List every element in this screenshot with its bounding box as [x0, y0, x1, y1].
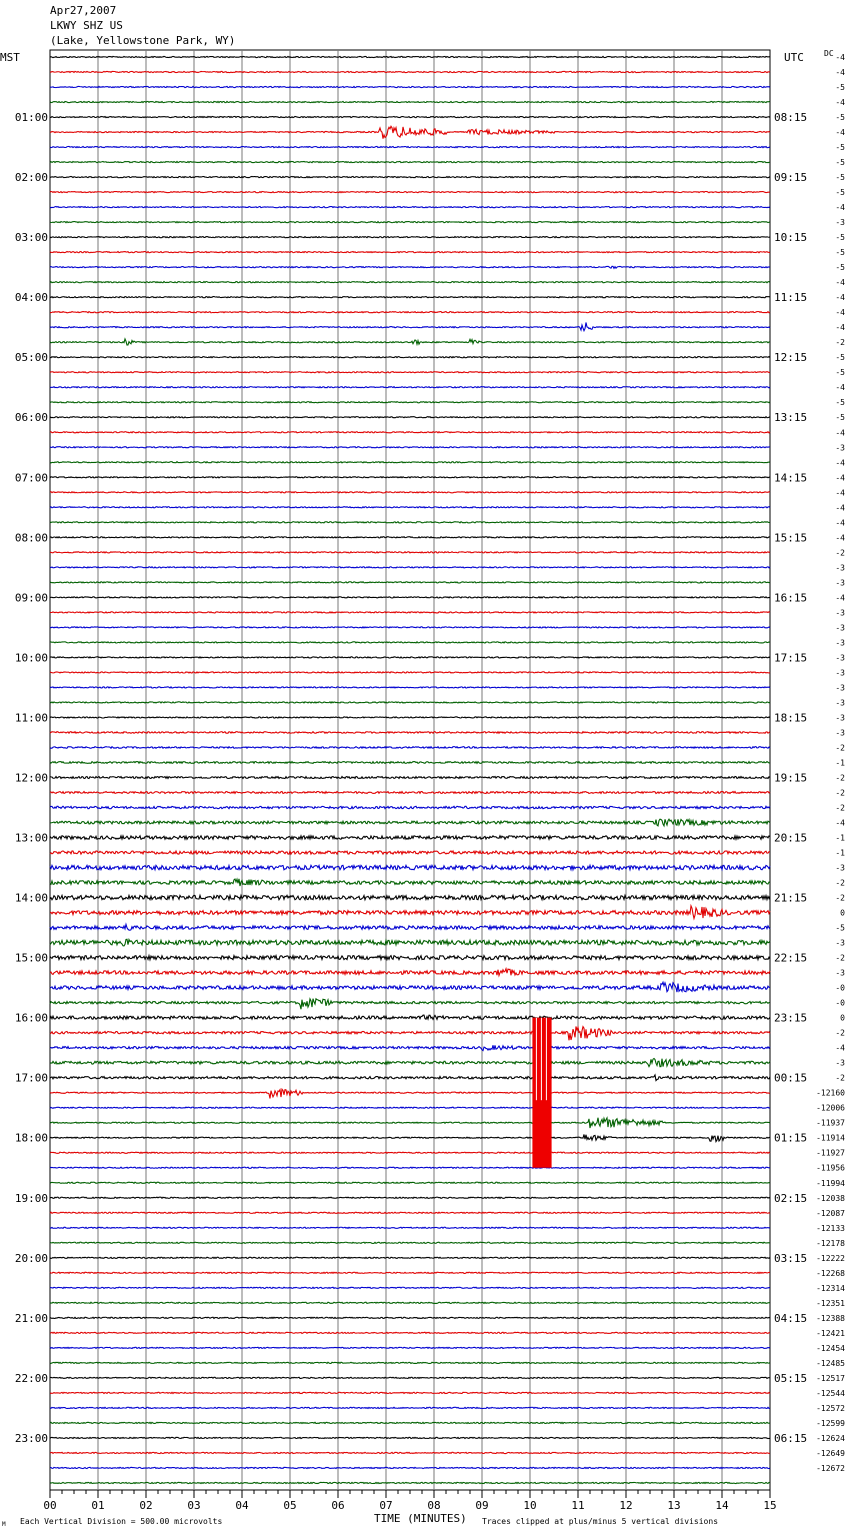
dc-offset-label: -12454	[816, 1343, 845, 1353]
dc-offset-label: -2	[835, 803, 845, 813]
dc-offset-label: -12649	[816, 1448, 845, 1458]
right-hour-label: 03:15	[774, 1251, 808, 1265]
dc-offset-label: -12517	[816, 1373, 845, 1383]
trace-line	[50, 432, 770, 433]
dc-offset-label: -5	[835, 158, 845, 168]
trace-line	[50, 776, 770, 778]
trace-line	[50, 762, 770, 764]
right-hour-label: 13:15	[774, 411, 808, 425]
dc-offset-label: -5	[835, 368, 845, 378]
dc-offset-label: -3	[835, 683, 845, 693]
right-hour-label: 16:15	[774, 591, 808, 605]
trace-line	[50, 1045, 770, 1050]
dc-offset-label: -5	[835, 248, 845, 258]
trace-line	[50, 879, 770, 886]
dc-offset-label: -2	[835, 878, 845, 888]
trace-line	[50, 687, 770, 688]
dc-offset-label: -4	[835, 533, 845, 543]
trace-line	[50, 1302, 770, 1303]
trace-line	[50, 462, 770, 463]
trace-line	[50, 237, 770, 238]
trace-line	[50, 1107, 770, 1108]
x-tick-label: 11	[571, 1499, 585, 1512]
footer-scale-note: Each Vertical Division = 500.00 microvolts	[20, 1517, 223, 1526]
trace-line	[50, 1152, 770, 1153]
x-tick-label: 13	[667, 1499, 681, 1512]
right-hour-label: 12:15	[774, 351, 808, 365]
trace-line	[50, 1075, 770, 1081]
trace-line	[50, 126, 770, 138]
dc-offset-label: -0	[835, 998, 845, 1008]
dc-offset-label: -2	[835, 1073, 845, 1083]
right-hour-label: 19:15	[774, 771, 808, 785]
dc-offset-label: -11994	[816, 1178, 845, 1188]
dc-offset-label: -4	[835, 818, 845, 828]
dc-offset-label: -1	[835, 758, 845, 768]
left-hour-label: 07:00	[14, 471, 48, 485]
dc-offset-label: -3	[835, 968, 845, 978]
x-tick-label: 06	[331, 1499, 345, 1512]
trace-line	[50, 924, 770, 930]
dc-offset-label: -12314	[816, 1283, 845, 1293]
dc-offset-label: -5	[835, 263, 845, 273]
dc-offset-label: -5	[835, 353, 845, 363]
trace-line	[50, 116, 770, 117]
left-hour-label: 10:00	[14, 651, 48, 665]
left-hour-label: 16:00	[14, 1011, 48, 1025]
dc-offset-label: -0	[835, 983, 845, 993]
trace-line	[50, 657, 770, 658]
x-axis-title: TIME (MINUTES)	[374, 1512, 467, 1525]
trace-line	[50, 1362, 770, 1363]
right-timezone-label: UTC	[784, 51, 804, 64]
right-hour-label: 18:15	[774, 711, 808, 725]
left-hour-label: 23:00	[14, 1431, 48, 1445]
left-hour-label: 14:00	[14, 891, 48, 905]
trace-line	[50, 1377, 770, 1378]
dc-offset-label: -1	[835, 848, 845, 858]
x-tick-label: 10	[523, 1499, 537, 1512]
dc-offset-label: -2	[835, 788, 845, 798]
x-tick-label: 04	[235, 1499, 249, 1512]
trace-line	[50, 207, 770, 208]
trace-line	[50, 507, 770, 508]
dc-offset-label: -4	[835, 428, 845, 438]
trace-line	[50, 851, 770, 854]
trace-line	[50, 1118, 770, 1128]
left-hour-label: 18:00	[14, 1131, 48, 1145]
dc-offset-label: -5	[835, 143, 845, 153]
left-hour-label: 20:00	[14, 1251, 48, 1265]
dc-offset-label: -5	[835, 398, 845, 408]
trace-line	[50, 1257, 770, 1258]
right-hour-label: 11:15	[774, 291, 808, 305]
dc-offset-label: -12485	[816, 1358, 845, 1368]
dc-offset-label: -2	[835, 773, 845, 783]
x-tick-label: 14	[715, 1499, 729, 1512]
trace-line	[50, 792, 770, 794]
trace-line	[50, 417, 770, 418]
trace-line	[50, 567, 770, 568]
trace-line	[50, 1332, 770, 1333]
left-hour-label: 09:00	[14, 591, 48, 605]
dc-offset-label: -3	[835, 653, 845, 663]
dc-offset-label: -5	[835, 413, 845, 423]
right-hour-label: 23:15	[774, 1011, 808, 1025]
dc-offset-label: -4	[835, 98, 845, 108]
trace-line	[50, 101, 770, 102]
dc-offset-label: -5	[835, 83, 845, 93]
trace-line	[50, 1089, 770, 1098]
x-tick-label: 09	[475, 1499, 489, 1512]
footer-clip-note: Traces clipped at plus/minus 5 vertical divisions	[482, 1517, 719, 1526]
trace-line	[50, 1167, 770, 1168]
label-layer	[15, 53, 845, 1512]
trace-line	[50, 1197, 770, 1198]
dc-offset-label: -12572	[816, 1403, 845, 1413]
trace-line	[50, 906, 770, 919]
left-hour-label: 04:00	[14, 291, 48, 305]
right-hour-label: 21:15	[774, 891, 808, 905]
dc-offset-label: -3	[835, 668, 845, 678]
right-hour-label: 09:15	[774, 171, 808, 185]
left-hour-label: 06:00	[14, 411, 48, 425]
trace-line	[50, 322, 770, 330]
trace-line	[50, 1182, 770, 1183]
dc-offset-label: -12421	[816, 1328, 845, 1338]
dc-offset-label: -5	[835, 113, 845, 123]
dc-offset-label: -11956	[816, 1163, 845, 1173]
trace-line	[50, 1347, 770, 1348]
dc-offset-label: -3	[835, 638, 845, 648]
trace-line	[50, 865, 770, 869]
trace-line	[50, 806, 770, 808]
trace-line	[50, 836, 770, 840]
dc-offset-label: -4	[835, 1043, 845, 1053]
trace-line	[50, 717, 770, 718]
dc-offset-label: -3	[835, 863, 845, 873]
dc-offset-label: -5	[835, 923, 845, 933]
x-tick-label: 08	[427, 1499, 441, 1512]
x-tick-label: 03	[187, 1499, 201, 1512]
dc-offset-label: -4	[835, 203, 845, 213]
trace-line	[50, 1015, 770, 1019]
right-hour-label: 04:15	[774, 1311, 808, 1325]
dc-offset-label: -4	[835, 68, 845, 78]
dc-offset-label: -11927	[816, 1148, 845, 1158]
trace-line	[50, 939, 770, 946]
dc-offset-label: -3	[835, 938, 845, 948]
trace-line	[50, 357, 770, 358]
header-location: (Lake, Yellowstone Park, WY)	[50, 34, 236, 47]
dc-offset-label: -3	[835, 623, 845, 633]
dc-offset-label: -4	[835, 383, 845, 393]
trace-line	[50, 266, 770, 268]
dc-offset-label: -12178	[816, 1238, 845, 1248]
left-hour-label: 19:00	[14, 1191, 48, 1205]
dc-offset-label: -12544	[816, 1388, 845, 1398]
trace-line	[50, 1317, 770, 1318]
header-date: Apr27,2007	[50, 4, 117, 17]
left-hour-label: 21:00	[14, 1311, 48, 1325]
trace-line	[50, 1287, 770, 1288]
x-tick-label: 12	[619, 1499, 633, 1512]
dc-offset-label: -11937	[816, 1118, 845, 1128]
right-hour-label: 05:15	[774, 1371, 808, 1385]
dc-offset-label: -12388	[816, 1313, 845, 1323]
trace-line	[50, 1227, 770, 1228]
left-hour-label: 12:00	[14, 771, 48, 785]
trace-line	[50, 627, 770, 628]
trace-line	[50, 297, 770, 298]
x-tick-label: 00	[43, 1499, 57, 1512]
dc-offset-label: -12351	[816, 1298, 845, 1308]
dc-label: DC	[824, 49, 834, 58]
trace-line	[50, 672, 770, 673]
clipped-trace-block	[532, 1018, 551, 1168]
trace-line	[50, 1467, 770, 1468]
dc-offset-label: -12038	[816, 1193, 845, 1203]
left-hour-label: 22:00	[14, 1371, 48, 1385]
trace-line	[50, 895, 770, 899]
dc-offset-label: -12624	[816, 1433, 845, 1443]
x-tick-label: 01	[91, 1499, 105, 1512]
trace-line	[50, 956, 770, 960]
dc-offset-label: -12006	[816, 1103, 845, 1113]
trace-line	[50, 191, 770, 192]
trace-line	[50, 1212, 770, 1213]
trace-line	[50, 1026, 770, 1040]
trace-line	[50, 1407, 770, 1408]
dc-offset-label: -4	[835, 518, 845, 528]
left-hour-label: 03:00	[14, 231, 48, 245]
trace-line	[50, 1452, 770, 1453]
trace-line	[50, 372, 770, 373]
left-hour-label: 17:00	[14, 1071, 48, 1085]
trace-line	[50, 597, 770, 598]
trace-line	[50, 552, 770, 553]
dc-offset-label: -12599	[816, 1418, 845, 1428]
trace-line	[50, 176, 770, 177]
dc-offset-label: -12133	[816, 1223, 845, 1233]
dc-offset-label: -12160	[816, 1088, 845, 1098]
x-tick-label: 05	[283, 1499, 297, 1512]
trace-line	[50, 1422, 770, 1423]
trace-line	[50, 612, 770, 613]
trace-line	[50, 982, 770, 992]
dc-offset-label: -1	[835, 833, 845, 843]
trace-line	[50, 537, 770, 538]
right-hour-label: 02:15	[774, 1191, 808, 1205]
trace-line	[50, 1437, 770, 1438]
right-hour-label: 22:15	[774, 951, 808, 965]
trace-line	[50, 732, 770, 734]
trace-line	[50, 339, 770, 345]
plot-frame	[50, 50, 770, 1490]
trace-line	[50, 402, 770, 403]
dc-offset-label: -4	[835, 128, 845, 138]
dc-offset-label: -3	[835, 443, 845, 453]
dc-offset-label: 0	[840, 908, 845, 918]
dc-offset-label: -4	[835, 278, 845, 288]
trace-line	[50, 312, 770, 313]
dc-offset-label: -2	[835, 338, 845, 348]
right-hour-label: 20:15	[774, 831, 808, 845]
left-hour-label: 15:00	[14, 951, 48, 965]
x-tick-label: 02	[139, 1499, 153, 1512]
trace-line	[50, 1134, 770, 1141]
trace-line	[50, 522, 770, 523]
trace-line	[50, 1242, 770, 1243]
dc-offset-label: -12222	[816, 1253, 845, 1263]
trace-line	[50, 1058, 770, 1066]
dc-offset-label: -12672	[816, 1463, 845, 1473]
dc-offset-label: -4	[835, 473, 845, 483]
dc-offset-label: -3	[835, 218, 845, 228]
trace-line	[50, 71, 770, 72]
dc-offset-label: -5	[835, 233, 845, 243]
dc-offset-label: -3	[835, 563, 845, 573]
trace-line	[50, 819, 770, 826]
left-hour-label: 13:00	[14, 831, 48, 845]
dc-offset-label: -2	[835, 893, 845, 903]
left-hour-label: 11:00	[14, 711, 48, 725]
corner-mark: M	[2, 1521, 6, 1528]
dc-offset-label: -2	[835, 743, 845, 753]
trace-line	[50, 282, 770, 283]
trace-line	[50, 252, 770, 253]
dc-offset-label: -4	[835, 488, 845, 498]
trace-line	[50, 387, 770, 388]
trace-line	[50, 492, 770, 493]
left-hour-label: 02:00	[14, 171, 48, 185]
dc-offset-label: -4	[835, 503, 845, 513]
x-tick-label: 15	[763, 1499, 777, 1512]
trace-line	[50, 642, 770, 643]
trace-line	[50, 702, 770, 703]
left-hour-label: 08:00	[14, 531, 48, 545]
dc-offset-label: -3	[835, 608, 845, 618]
right-hour-label: 15:15	[774, 531, 808, 545]
right-hour-label: 00:15	[774, 1071, 808, 1085]
trace-line	[50, 999, 770, 1010]
dc-offset-label: -11914	[816, 1133, 845, 1143]
trace-line	[50, 222, 770, 223]
trace-line	[50, 1392, 770, 1393]
dc-offset-label: 0	[840, 1013, 845, 1023]
trace-line	[50, 747, 770, 749]
header-station: LKWY SHZ US	[50, 19, 123, 32]
dc-offset-label: -4	[835, 458, 845, 468]
dc-offset-label: -5	[835, 173, 845, 183]
right-hour-label: 06:15	[774, 1431, 808, 1445]
dc-offset-label: -3	[835, 698, 845, 708]
trace-layer	[50, 56, 770, 1483]
trace-line	[50, 969, 770, 976]
right-hour-label: 10:15	[774, 231, 808, 245]
dc-offset-label: -3	[835, 713, 845, 723]
trace-line	[50, 447, 770, 448]
x-tick-label: 07	[379, 1499, 393, 1512]
dc-offset-label: -2	[835, 953, 845, 963]
dc-offset-label: -12268	[816, 1268, 845, 1278]
trace-line	[50, 582, 770, 583]
right-hour-label: 17:15	[774, 651, 808, 665]
trace-line	[50, 56, 770, 57]
trace-line	[50, 477, 770, 478]
right-hour-label: 14:15	[774, 471, 808, 485]
trace-line	[50, 1482, 770, 1483]
dc-offset-label: -4	[835, 323, 845, 333]
dc-offset-label: -4	[835, 293, 845, 303]
dc-offset-label: -2	[835, 548, 845, 558]
trace-line	[50, 1272, 770, 1273]
dc-offset-label: -4	[835, 593, 845, 603]
right-hour-label: 01:15	[774, 1131, 808, 1145]
dc-offset-label: -12087	[816, 1208, 845, 1218]
trace-line	[50, 146, 770, 147]
dc-offset-label: -2	[835, 1028, 845, 1038]
left-timezone-label: MST	[0, 51, 20, 64]
left-hour-label: 01:00	[14, 111, 48, 125]
dc-offset-label: -4	[835, 308, 845, 318]
dc-offset-label: -4	[835, 53, 845, 62]
dc-offset-label: -5	[835, 188, 845, 198]
left-hour-label: 05:00	[14, 351, 48, 365]
dc-offset-label: -3	[835, 578, 845, 588]
right-hour-label: 08:15	[774, 111, 808, 125]
trace-line	[50, 161, 770, 162]
trace-line	[50, 86, 770, 87]
dc-offset-label: -3	[835, 1058, 845, 1068]
dc-offset-label: -3	[835, 728, 845, 738]
